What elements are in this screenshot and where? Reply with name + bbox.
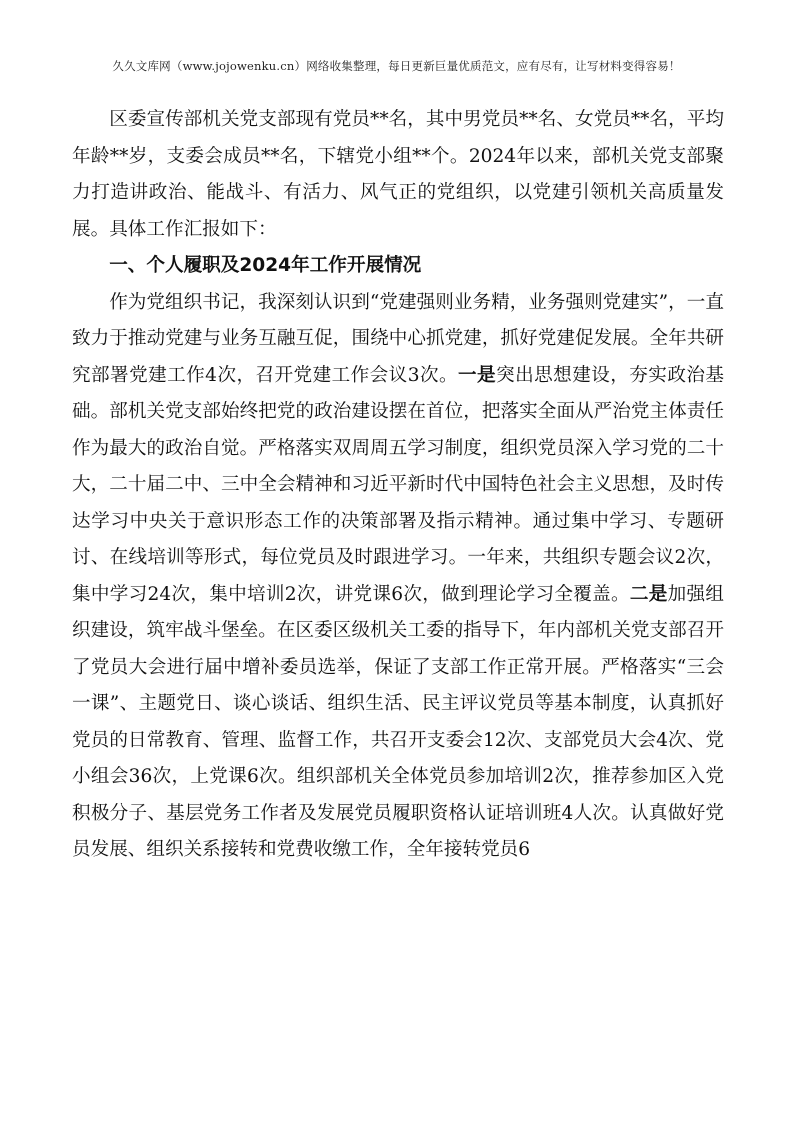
section1-text-b: 突出思想建设，夯实政治基础。部机关党支部始终把党的政治建设摆在首位，把落实全面从严治党主体责任作为最大的政治自觉。严格落实双周周五学习制度，组织党员深入学习党的二十大，二十届二中、三中全会精神和习近平新时代中国特色社会主义思想，及时传达学习中央关于意识形态工作的决策部署及指示精神。通过集中学习、专题研讨、在线培训等形式，每位党员及时跟进学习。一年来，共组织专题会议2次，集中学习24次，集中培训2次，讲党课6次，做到理论学习全覆盖。 (72, 364, 724, 605)
document-header-watermark: 久久文库网（www.jojowenku.cn）网络收集整理，每日更新巨量优质范文，应有尽有，让写材料变得容易！ (112, 59, 681, 73)
section1-marker-one: 一是 (458, 364, 497, 386)
document-body (72, 102, 724, 869)
intro-paragraph: 区委宣传部机关党支部现有党员**名，其中男党员**名、女党员**名，平均年龄**岁，支委会成员**名，下辖党小组**个。2024年以来，部机关党支部聚力打造讲政治、能战斗、有活力、风气正的党组织，以党建引领机关高质量发展。具体工作汇报如下： (72, 109, 724, 240)
section1-text-a: 作为党组织书记，我深刻认识到“党建强则业务精，业务强则党建实”，一直致力于推动党建与业务互融互促，围绕中心抓党建，抓好党建促发展。全年共研究部署党建工作4次，召开党建工作会议3次。 (72, 291, 724, 386)
section1-marker-two: 二是 (629, 583, 668, 605)
section-heading-1: 一、个人履职及2024年工作开展情况 (109, 255, 422, 276)
section1-paragraph (72, 285, 724, 869)
section1-text-c: 加强组织建设，筑牢战斗堡垒。在区委区级机关工委的指导下，年内部机关党支部召开了党员大会进行届中增补委员选举，保证了支部工作正常开展。严格落实“三会一课”、主题党日、谈心谈话、组织生活、民主评议党员等基本制度，认真抓好党员的日常教育、管理、监督工作，共召开支委会12次、支部党员大会4次、党小组会36次，上党课6次。组织部机关全体党员参加培训2次，推荐参加区入党积极分子、基层党务工作者及发展党员履职资格认证培训班4人次。认真做好党员发展、组织关系接转和党费收缴工作，全年接转党员6 (72, 583, 724, 860)
